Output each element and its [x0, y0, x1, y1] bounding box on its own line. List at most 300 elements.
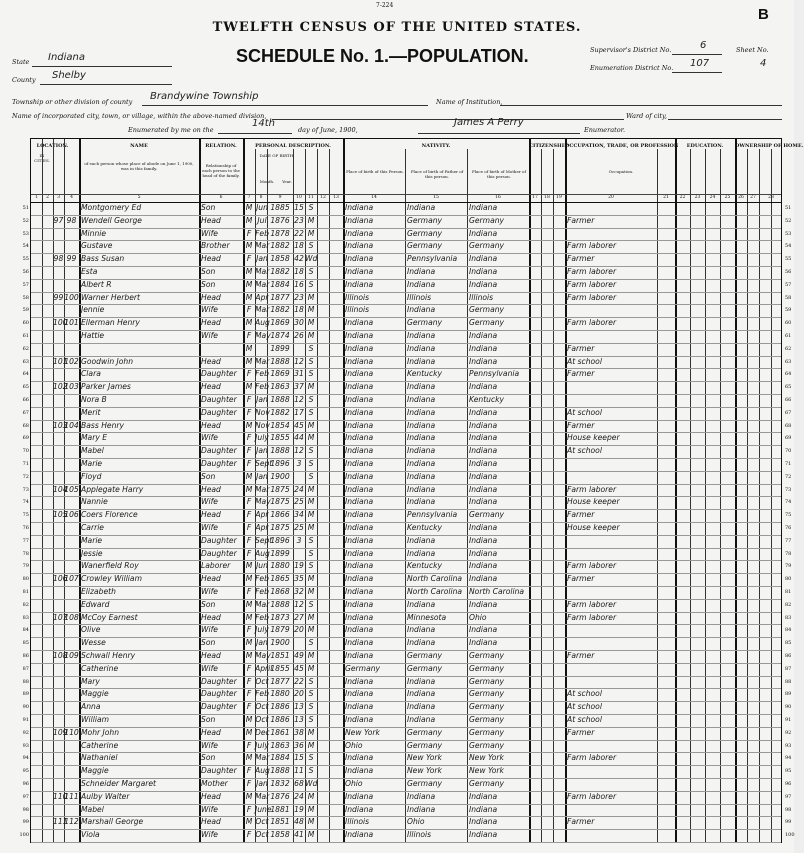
cell-yr: 1886 [270, 715, 290, 724]
cell-mar: M [307, 510, 315, 520]
cell-yr: 1875 [270, 497, 290, 507]
cell-age: 24 [294, 484, 304, 494]
cell-mb: Illinois [469, 292, 494, 302]
cell-pb: Indiana [345, 459, 374, 468]
cell-mb: Indiana [469, 638, 498, 648]
county-value: Shelby [52, 70, 86, 81]
cell-mb: Indiana [469, 382, 498, 392]
cell-mar: M [307, 292, 315, 302]
column-number: 9 [278, 195, 282, 200]
cell-mb: Germany [469, 715, 505, 724]
cell-name: Wesse [81, 638, 106, 648]
cell-mb: Germany [469, 727, 505, 737]
line-number: 62 [22, 345, 29, 352]
cell-age: 13 [294, 715, 304, 724]
cell-mar: S [308, 715, 314, 724]
cell-fam: 99 [66, 254, 77, 264]
cell-mo: Aug [255, 318, 270, 328]
cell-pb: Indiana [345, 599, 374, 609]
cell-mar: S [308, 369, 314, 379]
cell-age: 18 [294, 305, 304, 315]
line-number-right: 94 [785, 755, 792, 762]
cell-yr: 1868 [270, 587, 290, 596]
cell-name: Jennie [81, 305, 105, 315]
line-number: 69 [22, 435, 29, 442]
cell-yr: 1877 [270, 292, 290, 302]
cell-name: Olive [81, 625, 101, 635]
cell-occ: Farm laborer [567, 241, 617, 251]
column-number: 13 [333, 195, 339, 200]
cell-mb: Germany [469, 740, 505, 750]
cell-pb: Indiana [345, 228, 374, 238]
cell-mar: S [308, 279, 314, 289]
cell-rel: Son [201, 753, 216, 763]
personal-header: PERSONAL DESCRIPTION. [255, 143, 331, 149]
cell-yr: 1899 [270, 343, 290, 353]
cell-mb: Germany [469, 663, 505, 673]
line-number-right: 69 [785, 435, 792, 442]
cell-fb: Indiana [407, 395, 436, 404]
cell-yr: 1869 [270, 369, 290, 379]
cell-fb: New York [407, 766, 442, 776]
cell-fb: Germany [407, 228, 443, 238]
cell-mo: Mar [255, 791, 270, 801]
cell-yr: 1863 [270, 740, 290, 750]
cell-fb: Indiana [407, 356, 436, 366]
cell-mo: Mar [255, 305, 270, 315]
cell-rel: Son [201, 638, 216, 648]
cell-mar: S [308, 766, 314, 776]
cell-mo: Oct [255, 817, 269, 827]
cell-name: Wanerfield Roy [81, 561, 139, 571]
cell-fam: 100 [64, 292, 79, 302]
cell-rel: Wife [201, 625, 218, 635]
cell-age: 20 [294, 689, 304, 699]
cell-pb: Indiana [345, 497, 374, 507]
cell-name: Nannie [81, 497, 108, 507]
line-number: 92 [22, 729, 29, 736]
cell-mar: S [308, 459, 314, 468]
cell-yr: 1861 [270, 727, 290, 737]
cell-pb: Indiana [345, 676, 374, 686]
cell-mar: M [307, 574, 315, 584]
cell-sex: F [246, 407, 252, 417]
cell-mb: Indiana [469, 548, 498, 558]
cell-fb: Indiana [407, 689, 436, 699]
cell-sex: F [246, 459, 252, 468]
cell-dw: 98 [53, 254, 64, 264]
cell-mar: S [308, 395, 314, 404]
cell-yr: 1879 [270, 625, 290, 635]
cell-yr: 1884 [270, 279, 290, 289]
cell-pb: Indiana [345, 638, 374, 648]
cell-mo: Jun [256, 203, 268, 212]
cell-mar: S [308, 471, 314, 481]
cell-name: Mabel [81, 804, 104, 814]
cell-mb: Indiana [469, 574, 498, 584]
line-number: 82 [22, 601, 29, 608]
column-number: 2 [46, 195, 49, 200]
cell-sex: F [246, 331, 252, 340]
cell-mar: M [307, 587, 315, 596]
cell-name: Mary E [81, 433, 108, 443]
line-number: 73 [22, 486, 29, 493]
cell-mb: Indiana [469, 804, 498, 814]
line-number-right: 67 [785, 409, 792, 416]
cell-fb: Indiana [407, 267, 436, 276]
line-number-right: 53 [785, 230, 792, 237]
cell-mb: Germany [469, 305, 505, 315]
cell-name: Parker James [81, 382, 131, 392]
cell-age: 12 [294, 395, 304, 404]
cell-occ: At school [567, 689, 602, 699]
cell-pb: Indiana [345, 510, 374, 520]
cell-fb: Germany [407, 740, 443, 750]
cell-mo: Mar [255, 267, 270, 276]
cell-mb: Germany [469, 215, 505, 225]
cell-pb: Indiana [345, 791, 374, 801]
census-title: TWELFTH CENSUS OF THE UNITED STATES. [212, 20, 582, 35]
incorporated-label: Name of incorporated city, town, or village, within the above-named division, [12, 112, 267, 120]
cell-sex: F [246, 804, 252, 814]
cell-age: 23 [294, 215, 304, 225]
cell-yr: 1880 [270, 689, 290, 699]
cell-rel: Wife [201, 305, 218, 315]
cell-mb: Indiana [469, 830, 498, 840]
line-number-right: 54 [785, 243, 792, 250]
cell-dw: 102 [53, 382, 68, 392]
cell-rel: Laborer [201, 561, 231, 571]
supervisor-value: 6 [700, 40, 707, 51]
line-number: 56 [22, 269, 29, 275]
cell-yr: 1874 [270, 331, 290, 340]
cell-dw: 97 [53, 215, 64, 225]
cell-dw: 106 [53, 574, 68, 584]
cell-yr: 1888 [270, 599, 290, 609]
cell-yr: 1851 [270, 651, 290, 660]
line-number: 98 [22, 806, 29, 813]
cell-mar: S [308, 446, 314, 456]
line-number-right: 79 [785, 563, 792, 570]
line-number: 89 [22, 691, 29, 698]
line-number: 84 [22, 627, 29, 634]
column-number: 20 [608, 195, 614, 200]
cell-fb: Indiana [407, 331, 436, 340]
cell-rel: Daughter [201, 766, 237, 776]
cell-pb: New York [345, 727, 380, 737]
cell-yr: 1858 [270, 830, 290, 840]
line-number-right: 72 [785, 473, 792, 480]
cell-fb: Indiana [407, 676, 436, 686]
cell-sex: F [246, 433, 252, 443]
cell-mb: New York [469, 766, 504, 776]
cell-fam: 98 [66, 215, 77, 225]
cell-rel: Head [201, 356, 221, 366]
cell-name: Schwall Henry [81, 651, 136, 660]
cell-age: 36 [294, 740, 304, 750]
cell-sex: M [245, 817, 253, 827]
cell-mo: Jan [256, 638, 268, 648]
cell-rel: Head [201, 727, 221, 737]
cell-age: 13 [294, 702, 304, 712]
cell-name: Wendell George [81, 215, 142, 225]
cell-rel: Daughter [201, 369, 237, 379]
cell-sex: M [245, 241, 253, 251]
cell-fam: 109 [64, 651, 79, 660]
cell-mo: June [255, 804, 272, 814]
cell-dw: 101 [53, 356, 68, 366]
cell-sex: F [246, 510, 252, 520]
cell-yr: 1881 [270, 804, 290, 814]
nativity-header: NATIVITY. [421, 143, 451, 149]
cell-fb: Minnesota [407, 612, 447, 622]
cell-sex: F [246, 305, 252, 315]
cell-yr: 1855 [270, 433, 290, 443]
cell-sex: M [245, 203, 253, 212]
cell-fb: Indiana [407, 625, 436, 635]
cell-sex: F [246, 587, 252, 596]
cell-name: Minnie [81, 228, 107, 238]
cell-rel: Daughter [201, 407, 237, 417]
cell-mar: Wd [305, 779, 318, 788]
line-number-right: 89 [785, 691, 792, 698]
cell-mar: M [307, 804, 315, 814]
cell-pb: Indiana [345, 382, 374, 392]
cell-mb: Indiana [469, 817, 498, 827]
cell-occ: At school [567, 446, 602, 456]
line-number: 70 [22, 448, 29, 455]
place-mother-label: Place of birth of Mother of this person. [472, 169, 526, 179]
column-number: 12 [320, 195, 326, 200]
township-label: Township or other division of county [12, 98, 133, 106]
line-number: 75 [22, 512, 29, 519]
cell-name: Marie [81, 535, 103, 545]
cell-rel: Son [201, 267, 216, 276]
place-person-label: Place of birth of this Person. [346, 169, 404, 174]
enumerator-label: Enumerator. [584, 126, 626, 134]
cell-name: Anna [81, 702, 101, 712]
cell-rel: Daughter [201, 702, 237, 712]
date-of-birth-label: DATE OF BIRTH. [259, 153, 295, 158]
cell-mar: M [307, 663, 315, 673]
cell-pb: Indiana [345, 689, 374, 699]
cell-yr: 1900 [270, 471, 290, 481]
cell-pb: Indiana [345, 241, 374, 251]
cell-age: 22 [294, 228, 304, 238]
cell-sex: M [245, 599, 253, 609]
cell-occ: Farm laborer [567, 599, 617, 609]
cell-rel: Daughter [201, 446, 237, 456]
cell-sex: F [246, 523, 252, 532]
cell-fb: Ohio [407, 817, 425, 827]
cell-mo: Mar [255, 484, 270, 494]
cell-mar: M [307, 420, 315, 430]
cell-fam: 101 [64, 318, 79, 328]
line-number: 87 [22, 665, 29, 672]
cell-occ: Farm laborer [567, 292, 617, 302]
cell-fam: 105 [64, 484, 79, 494]
cell-mo: Feb [255, 612, 269, 622]
cell-fb: Indiana [407, 305, 436, 315]
line-number-right: 73 [785, 486, 792, 493]
cell-sex: F [246, 779, 252, 788]
cell-mb: Pennsylvania [469, 369, 520, 379]
occupation-sub-label: Occupation. [608, 169, 634, 174]
column-number: 25 [724, 195, 731, 200]
cell-pb: Indiana [345, 535, 374, 545]
cell-dw: 105 [53, 510, 68, 520]
cell-pb: Indiana [345, 804, 374, 814]
cell-fam: 103 [64, 382, 79, 392]
cell-mb: Indiana [469, 599, 498, 609]
cell-rel: Daughter [201, 676, 237, 686]
cell-mar: S [308, 561, 314, 571]
cell-rel: Daughter [201, 459, 237, 468]
cell-sex: F [246, 830, 252, 840]
cell-mb: Indiana [469, 203, 498, 212]
line-number: 99 [22, 819, 29, 826]
cell-rel: Head [201, 382, 221, 392]
cell-occ: Farmer [567, 254, 595, 264]
cell-fb: Germany [407, 241, 443, 251]
column-number: 23 [694, 195, 701, 200]
cell-fb: Indiana [407, 599, 436, 609]
cell-fb: Illinois [407, 292, 432, 302]
cell-rel: Daughter [201, 689, 237, 699]
cell-yr: 1863 [270, 382, 290, 392]
cell-age: 68 [294, 779, 304, 788]
cell-fam: 106 [64, 510, 79, 520]
cell-fb: Kentucky [407, 523, 443, 532]
cell-mo: Feb [255, 689, 269, 699]
cell-pb: Indiana [345, 523, 374, 532]
cell-rel: Son [201, 715, 216, 724]
cell-pb: Indiana [345, 203, 374, 212]
cell-fb: Kentucky [407, 369, 443, 379]
cell-yr: 1884 [270, 753, 290, 763]
line-number: 74 [22, 499, 29, 506]
cell-rel: Head [201, 318, 221, 328]
cell-sex: M [245, 292, 253, 302]
cell-mo: Jan [256, 395, 268, 404]
cell-name: Warner Herbert [81, 292, 140, 302]
cell-rel: Head [201, 484, 221, 494]
cell-mo: May [255, 331, 271, 340]
line-number-right: 58 [785, 294, 792, 301]
enumeration-label: Enumeration District No. [590, 64, 674, 72]
cell-name: Mabel [81, 446, 104, 456]
cell-name: Marshall George [81, 817, 144, 827]
cell-rel: Head [201, 215, 221, 225]
cell-mar: S [308, 356, 314, 366]
cell-mar: M [307, 215, 315, 225]
cell-name: Floyd [81, 471, 102, 481]
cell-dw: 100 [53, 318, 68, 328]
line-number-right: 83 [785, 614, 792, 621]
cell-rel: Head [201, 612, 221, 622]
cell-mo: Oct [255, 830, 269, 840]
line-number-right: 95 [785, 768, 792, 775]
cell-age: 3 [296, 459, 302, 468]
cell-rel: Wife [201, 587, 218, 596]
cell-mb: Germany [469, 318, 505, 328]
cell-yr: 1899 [270, 548, 290, 558]
cell-pb: Ohio [345, 779, 363, 788]
column-number: 7 [247, 195, 251, 200]
cell-yr: 1873 [270, 612, 290, 622]
cell-pb: Indiana [345, 484, 374, 494]
cell-fam: 102 [64, 356, 79, 366]
cell-age: 34 [294, 510, 304, 520]
cell-mb: Germany [469, 689, 505, 699]
cell-pb: Indiana [345, 395, 374, 404]
cell-fb: Germany [407, 651, 443, 660]
cell-sex: M [245, 343, 253, 353]
cell-occ: Farmer [567, 420, 595, 430]
cell-yr: 1877 [270, 676, 290, 686]
cell-mb: North Carolina [469, 587, 525, 596]
cell-fb: Indiana [407, 471, 436, 481]
cell-age: 16 [294, 279, 304, 289]
relation-header: RELATION. [205, 143, 237, 149]
cell-name: Mohr John [81, 727, 120, 737]
cell-mar: S [308, 241, 314, 251]
cell-sex: M [245, 753, 253, 763]
cell-mo: Nov [255, 420, 270, 430]
cell-name: Nathaniel [81, 753, 118, 763]
cell-mar: S [308, 702, 314, 712]
column-number: 6 [219, 195, 223, 200]
enumerator-value: James A Perry [454, 117, 524, 128]
cell-mb: Indiana [469, 420, 498, 430]
state-label: State [12, 58, 30, 66]
cell-age: 37 [294, 382, 304, 392]
cell-mo: Aug [255, 548, 270, 558]
line-number: 64 [22, 371, 29, 378]
cell-sex: F [246, 254, 252, 264]
cell-mb: Germany [469, 651, 505, 660]
cell-mo: Nov [255, 407, 270, 417]
column-number: 24 [709, 195, 716, 200]
cell-mo: Oct [255, 702, 269, 712]
cell-mar: S [308, 548, 314, 558]
cell-yr: 1875 [270, 484, 290, 494]
column-number: 26 [738, 195, 744, 200]
cell-mar: M [307, 318, 315, 328]
relation-description: Relationship of each person to the head of the family. [202, 163, 240, 178]
cell-fb: Indiana [407, 382, 436, 392]
cell-pb: Illinois [345, 305, 370, 315]
cell-occ: Farm laborer [567, 318, 617, 328]
cell-occ: House keeper [567, 523, 620, 532]
cell-mo: Aug [255, 766, 270, 776]
cell-pb: Indiana [345, 625, 374, 635]
sheet-label: Sheet No. [736, 46, 769, 54]
cell-mar: M [307, 651, 315, 660]
occupation-header: OCCUPATION, TRADE, OR PROFESSION [565, 143, 679, 149]
cell-sex: F [246, 548, 252, 558]
cell-yr: 1851 [270, 817, 290, 827]
cell-name: Catherine [81, 740, 119, 750]
line-number: 59 [22, 307, 29, 314]
cell-occ: Farmer [567, 510, 595, 520]
cell-rel: Head [201, 574, 221, 584]
cell-rel: Wife [201, 497, 218, 507]
cell-sex: M [245, 651, 253, 660]
cell-age: 17 [294, 407, 304, 417]
column-number: 15 [433, 195, 439, 200]
line-number: 71 [22, 461, 29, 467]
